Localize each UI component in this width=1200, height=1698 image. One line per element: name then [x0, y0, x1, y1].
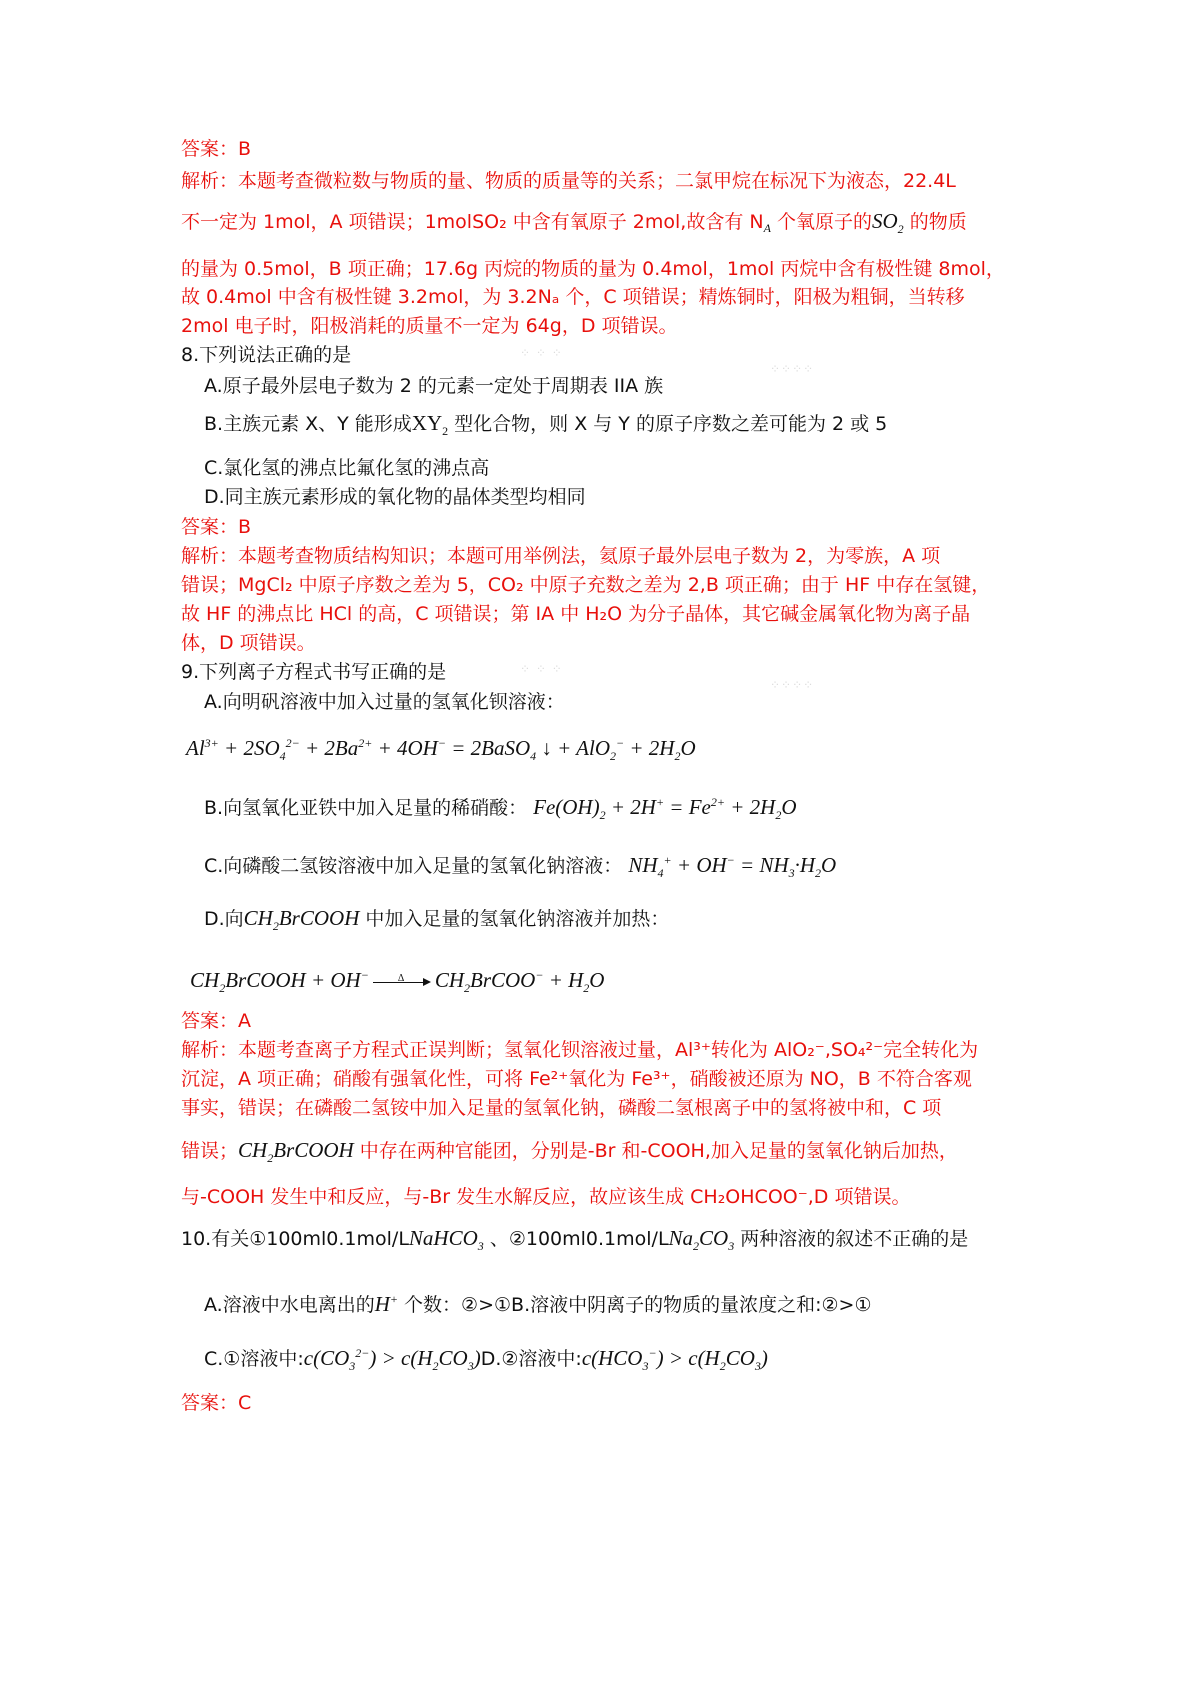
q9-option-c: C.向磷酸二氢铵溶液中加入足量的氢氧化钠溶液： $NH_4^+ + OH^- = NH_3\cdot H_2O$ [204, 853, 837, 881]
q8-explanation-line2: 错误；MgCl₂ 中原子序数之差为 5，CO₂ 中原子充数之差为 2,B 项正确；由于 HF 中存在氢键， [181, 574, 991, 596]
q8-answer: 答案：B [181, 516, 252, 538]
q7-explanation-line4: 故 0.4mol 中含有极性键 3.2mol，为 3.2Nₐ 个，C 项错误；精炼铜时，阳极为粗铜，当转移 [181, 286, 965, 308]
q7-explanation-line2: 不一定为 1mol，A 项错误；1molSO₂ 中含有氧原子 2mol,故含有 $N_A$ 个氧原子的$SO_2$ 的物质 [181, 209, 967, 237]
q9-equation-a: $Al^{3+} + 2SO_4^{2-} + 2Ba^{2+} + 4OH^-$ = 2BaSO$_4$ ↓ + $AlO_2^- + 2H_2O$ [186, 736, 696, 764]
q9-stem: 9.下列离子方程式书写正确的是 [181, 661, 447, 683]
q8-explanation-line3: 故 HF 的沸点比 HCl 的高，C 项错误；第 IA 中 H₂O 为分子晶体，其它碱金属氧化物为离子晶 [181, 603, 971, 625]
q7-answer: 答案：B [181, 138, 252, 160]
q9-option-a: A.向明矾溶液中加入过量的氢氧化钡溶液： [204, 691, 565, 713]
heating-arrow-icon: Δ [373, 975, 431, 989]
watermark: ⁘⁘⁘⁘ [770, 362, 815, 376]
q8-explanation-line4: 体，D 项错误。 [181, 632, 316, 654]
q9-answer: 答案：A [181, 1010, 251, 1032]
q9-equation-d: $CH_2BrCOOH + OH^-$ Δ $CH_2BrCOO^- + H_2O$ [190, 968, 605, 996]
q7-explanation-line3: 的量为 0.5mol，B 项正确；17.6g 丙烷的物质的量为 0.4mol，1mol 丙烷中含有极性键 8mol， [181, 258, 1005, 280]
q8-explanation-line1: 解析：本题考查物质结构知识；本题可用举例法，氦原子最外层电子数为 2，为零族，A 项 [181, 545, 941, 567]
q8-option-c: C.氯化氢的沸点比氟化氢的沸点高 [204, 457, 490, 479]
watermark: ⁘ ⁘ ⁘ [520, 662, 563, 676]
q9-explanation-line1: 解析：本题考查离子方程式正误判断；氢氧化钡溶液过量，Al³⁺转化为 AlO₂⁻,SO₄²⁻完全转化为 [181, 1039, 979, 1061]
q10-stem: 10.有关①100ml0.1mol/LNaHCO$_3$ 、$②100ml0.1mol/LNa_2CO_3$ 两种溶液的叙述不正确的是 [181, 1226, 969, 1254]
q8-option-a: A.原子最外层电子数为 2 的元素一定处于周期表 IIA 族 [204, 375, 664, 397]
q9-explanation-line3: 事实，错误；在磷酸二氢铵中加入足量的氢氧化钠，磷酸二氢根离子中的氢将被中和，C 项 [181, 1097, 942, 1119]
q7-explanation-line1: 解析：本题考查微粒数与物质的量、物质的质量等的关系；二氯甲烷在标况下为液态，22.4L [181, 170, 956, 192]
q10-answer: 答案：C [181, 1392, 252, 1414]
q9-explanation-line2: 沉淀，A 项正确；硝酸有强氧化性，可将 Fe²⁺氧化为 Fe³⁺，硝酸被还原为 NO，B 不符合客观 [181, 1068, 972, 1090]
q10-option-cd: C.①溶液中$:c(CO_3^{2-})$ > $c(H_2CO_3)D.②$溶液中$:c(HCO_3^-) > c(H_2CO_3)$ [204, 1346, 768, 1374]
q9-explanation-line5: 与-COOH 发生中和反应，与-Br 发生水解反应，故应该生成 CH₂OHCOO⁻,D 项错误。 [181, 1186, 911, 1208]
q8-option-b: B.主族元素 X、Y 能形成$XY_2$ 型化合物，则 X 与 Y 的原子序数之差可能为 2 或 5 [204, 411, 888, 439]
q10-option-ab: A.溶液中水电离出的H+ 个数：②>①B.溶液中阴离子的物质的量浓度之和:②>① [204, 1292, 872, 1316]
q9-option-d: D.向$CH_2BrCOOH$ 中加入足量的氢氧化钠溶液并加热： [204, 906, 670, 934]
q9-explanation-line4: 错误；$CH_2BrCOOH$ 中存在两种官能团，分别是-Br 和-COOH,加入足量的氢氧化钠后加热， [181, 1138, 958, 1166]
watermark: ⁘ ⁘ ⁘ [520, 346, 563, 360]
q7-explanation-line5: 2mol 电子时，阳极消耗的质量不一定为 64g，D 项错误。 [181, 315, 678, 337]
q8-stem: 8.下列说法正确的是 [181, 344, 352, 366]
watermark: ⁘⁘⁘⁘ [770, 678, 815, 692]
q8-option-d: D.同主族元素形成的氧化物的晶体类型均相同 [204, 486, 586, 508]
q9-option-b: B.向氢氧化亚铁中加入足量的稀硝酸： $Fe(OH)_2 + 2H^+ = Fe^{2+} + 2H_2O$ [204, 795, 797, 823]
